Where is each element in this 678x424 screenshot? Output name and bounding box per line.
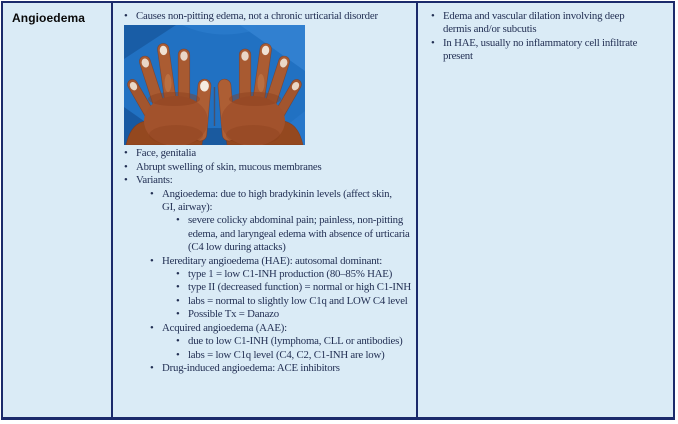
histology-cell bbox=[418, 3, 673, 417]
bullet-item: • due to low C1-INH (lymphoma, CLL or antibodies) bbox=[175, 335, 412, 348]
condition-name: Angioedema bbox=[12, 11, 86, 25]
clinical-features-list bbox=[123, 147, 412, 375]
bullet-item: • Face, genitalia bbox=[123, 147, 412, 160]
bullet-item: • Hereditary angioedema (HAE): autosomal dominant: bbox=[149, 255, 412, 268]
bullet-item: • labs = low C1q level (C4, C2, C1-INH are low) bbox=[175, 349, 412, 362]
bullet-item: • Abrupt swelling of skin, mucous membranes bbox=[123, 161, 412, 174]
bullet-item: • In HAE, usually no inflammatory cell infiltrate present bbox=[430, 37, 653, 64]
clinical-intro-list bbox=[123, 10, 412, 23]
bullet-item: • type 1 = low C1-INH production (80–85% HAE) bbox=[175, 268, 412, 281]
bullet-item: • Drug-induced angioedema: ACE inhibitors bbox=[149, 362, 412, 375]
bullet-item: • Causes non-pitting edema, not a chronic urticarial disorder bbox=[123, 10, 389, 23]
bullet-item: • Angioedema: due to high bradykinin levels (affect skin, GI, airway): bbox=[149, 188, 400, 215]
bullet-item: • labs = normal to slightly low C1q and LOW C4 level bbox=[175, 295, 412, 308]
bullet-item: • severe colicky abdominal pain; painless, non-pitting edema, and laryngeal edema with absence of urticaria (C4 low during attacks) bbox=[175, 214, 412, 254]
bullet-item: • Possible Tx = Danazo bbox=[175, 308, 412, 321]
bullet-item: • type II (decreased function) = normal or high C1-INH bbox=[175, 281, 412, 294]
swollen-hands-photo bbox=[124, 25, 305, 145]
bullet-item: • Acquired angioedema (AAE): bbox=[149, 322, 412, 335]
bullet-item: • Variants: bbox=[123, 174, 412, 187]
clinical-features-cell bbox=[113, 3, 418, 417]
angioedema-reference-table bbox=[1, 1, 675, 420]
condition-name-cell bbox=[3, 3, 113, 417]
histology-list bbox=[430, 10, 667, 64]
bullet-item: • Edema and vascular dilation involving deep dermis and/or subcutis bbox=[430, 10, 653, 37]
